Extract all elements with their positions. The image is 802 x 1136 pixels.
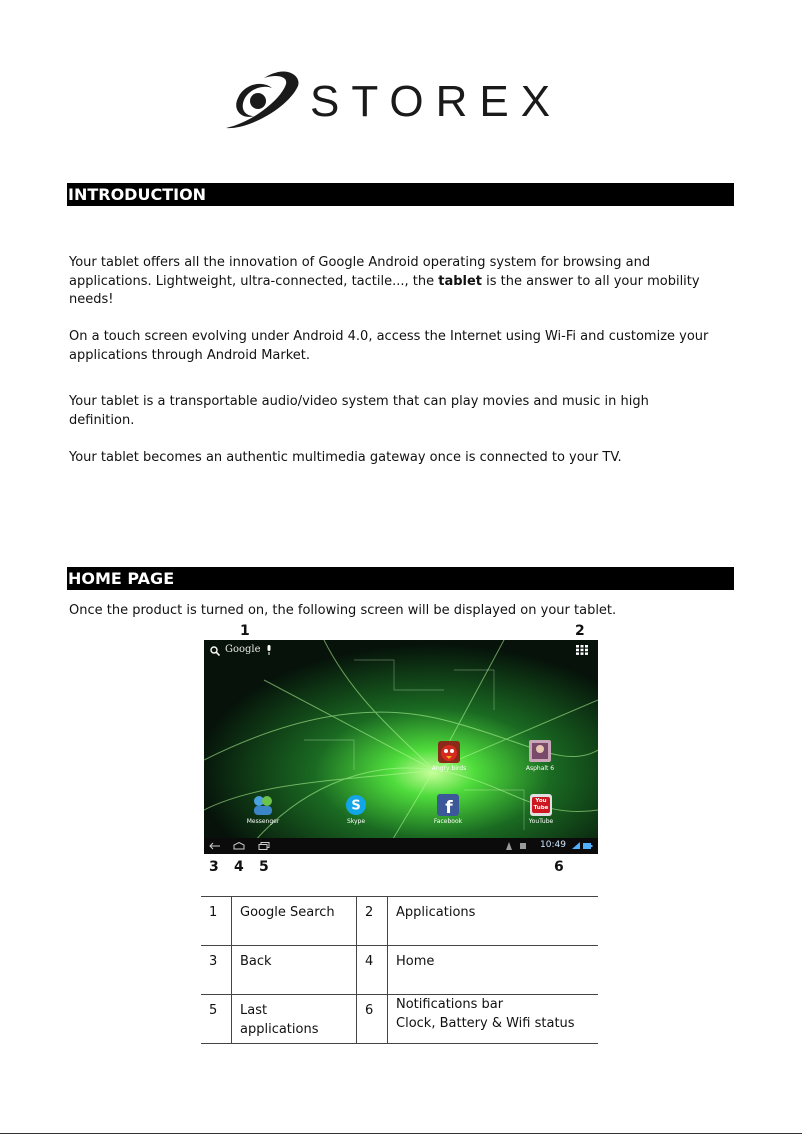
youtube-icon-text: You Tube bbox=[533, 798, 549, 811]
storex-logo bbox=[218, 68, 588, 134]
legend-label-line: Notifications bar bbox=[396, 997, 504, 1012]
facebook-icon[interactable] bbox=[437, 794, 459, 816]
app-label-messenger: Messenger bbox=[246, 818, 280, 825]
legend-label-line: Clock, Battery & Wifi status bbox=[396, 1016, 575, 1031]
legend-number: 5 bbox=[201, 995, 232, 1044]
skype-icon[interactable] bbox=[345, 794, 367, 816]
table-row bbox=[201, 946, 598, 995]
callout-1: 1 bbox=[240, 623, 250, 639]
app-label-facebook: Facebook bbox=[433, 818, 463, 825]
angry-birds-icon[interactable] bbox=[438, 741, 460, 763]
messenger-icon[interactable] bbox=[251, 794, 275, 816]
legend-number: 2 bbox=[357, 897, 388, 946]
legend-number: 3 bbox=[201, 946, 232, 995]
legend-label: Applications bbox=[388, 897, 599, 946]
legend-number: 4 bbox=[357, 946, 388, 995]
table-row bbox=[201, 995, 598, 1044]
callout-2: 2 bbox=[575, 623, 585, 639]
table-row bbox=[201, 897, 598, 946]
legend-label: Last applications bbox=[232, 995, 357, 1044]
svg-text:f: f bbox=[445, 798, 453, 816]
callout-5: 5 bbox=[259, 859, 269, 875]
back-icon[interactable] bbox=[209, 842, 221, 850]
intro-paragraph-1 bbox=[69, 254, 734, 310]
legend-label: Google Search bbox=[232, 897, 357, 946]
recent-apps-icon[interactable] bbox=[258, 842, 270, 850]
legend-number: 6 bbox=[357, 995, 388, 1044]
home-screen-legend-table bbox=[201, 896, 598, 1044]
storex-wordmark: STOREX bbox=[310, 77, 563, 126]
apps-grid-icon[interactable] bbox=[576, 645, 588, 655]
intro-paragraph-4: Your tablet becomes an authentic multimedia gateway once is connected to your TV. bbox=[69, 450, 622, 465]
youtube-icon[interactable] bbox=[530, 794, 552, 816]
legend-number: 1 bbox=[201, 897, 232, 946]
home-icon[interactable] bbox=[233, 842, 245, 850]
intro-p1-bold: tablet bbox=[438, 273, 483, 289]
intro-p1-text-b: is the answer to all your mobility needs! bbox=[69, 273, 700, 307]
app-label-skype: Skype bbox=[346, 818, 366, 825]
legend-label: Home bbox=[388, 946, 599, 995]
legend-label: Back bbox=[232, 946, 357, 995]
status-clock[interactable]: 10:49 bbox=[540, 840, 566, 850]
intro-p1-text-a: Your tablet offers all the innovation of Google Android operating system for browsing and applications. Lightweight, ultra-connected, tactile..., the bbox=[69, 255, 651, 289]
app-label-asphalt-6: Asphalt 6 bbox=[525, 765, 555, 772]
svg-text:S: S bbox=[351, 798, 361, 814]
introduction-heading: INTRODUCTION bbox=[67, 183, 734, 206]
callout-3: 3 bbox=[209, 859, 219, 875]
callout-6: 6 bbox=[554, 859, 564, 875]
wifi-battery-icon[interactable] bbox=[571, 841, 593, 850]
page-bottom-rule bbox=[0, 1133, 802, 1134]
app-label-youtube: YouTube bbox=[528, 818, 554, 825]
microphone-icon[interactable] bbox=[266, 645, 272, 655]
tablet-home-screenshot bbox=[204, 640, 598, 854]
intro-paragraph-2: On a touch screen evolving under Android 4.0, access the Internet using Wi-Fi and customize your applications through Android Market. bbox=[69, 329, 709, 363]
callout-4: 4 bbox=[234, 859, 244, 875]
storex-swirl-icon bbox=[218, 68, 304, 134]
google-search-label[interactable]: Google bbox=[225, 644, 261, 655]
search-icon[interactable] bbox=[210, 646, 220, 656]
app-label-angry-birds: Angry birds bbox=[431, 765, 467, 772]
home-page-heading: HOME PAGE bbox=[67, 567, 734, 590]
notification-icons[interactable] bbox=[506, 842, 532, 850]
home-page-intro: Once the product is turned on, the following screen will be displayed on your tablet. bbox=[69, 603, 617, 618]
legend-label-multiline bbox=[388, 995, 599, 1044]
asphalt-6-icon[interactable] bbox=[529, 740, 551, 762]
intro-paragraph-3: Your tablet is a transportable audio/video system that can play movies and music in high definition. bbox=[69, 394, 649, 428]
